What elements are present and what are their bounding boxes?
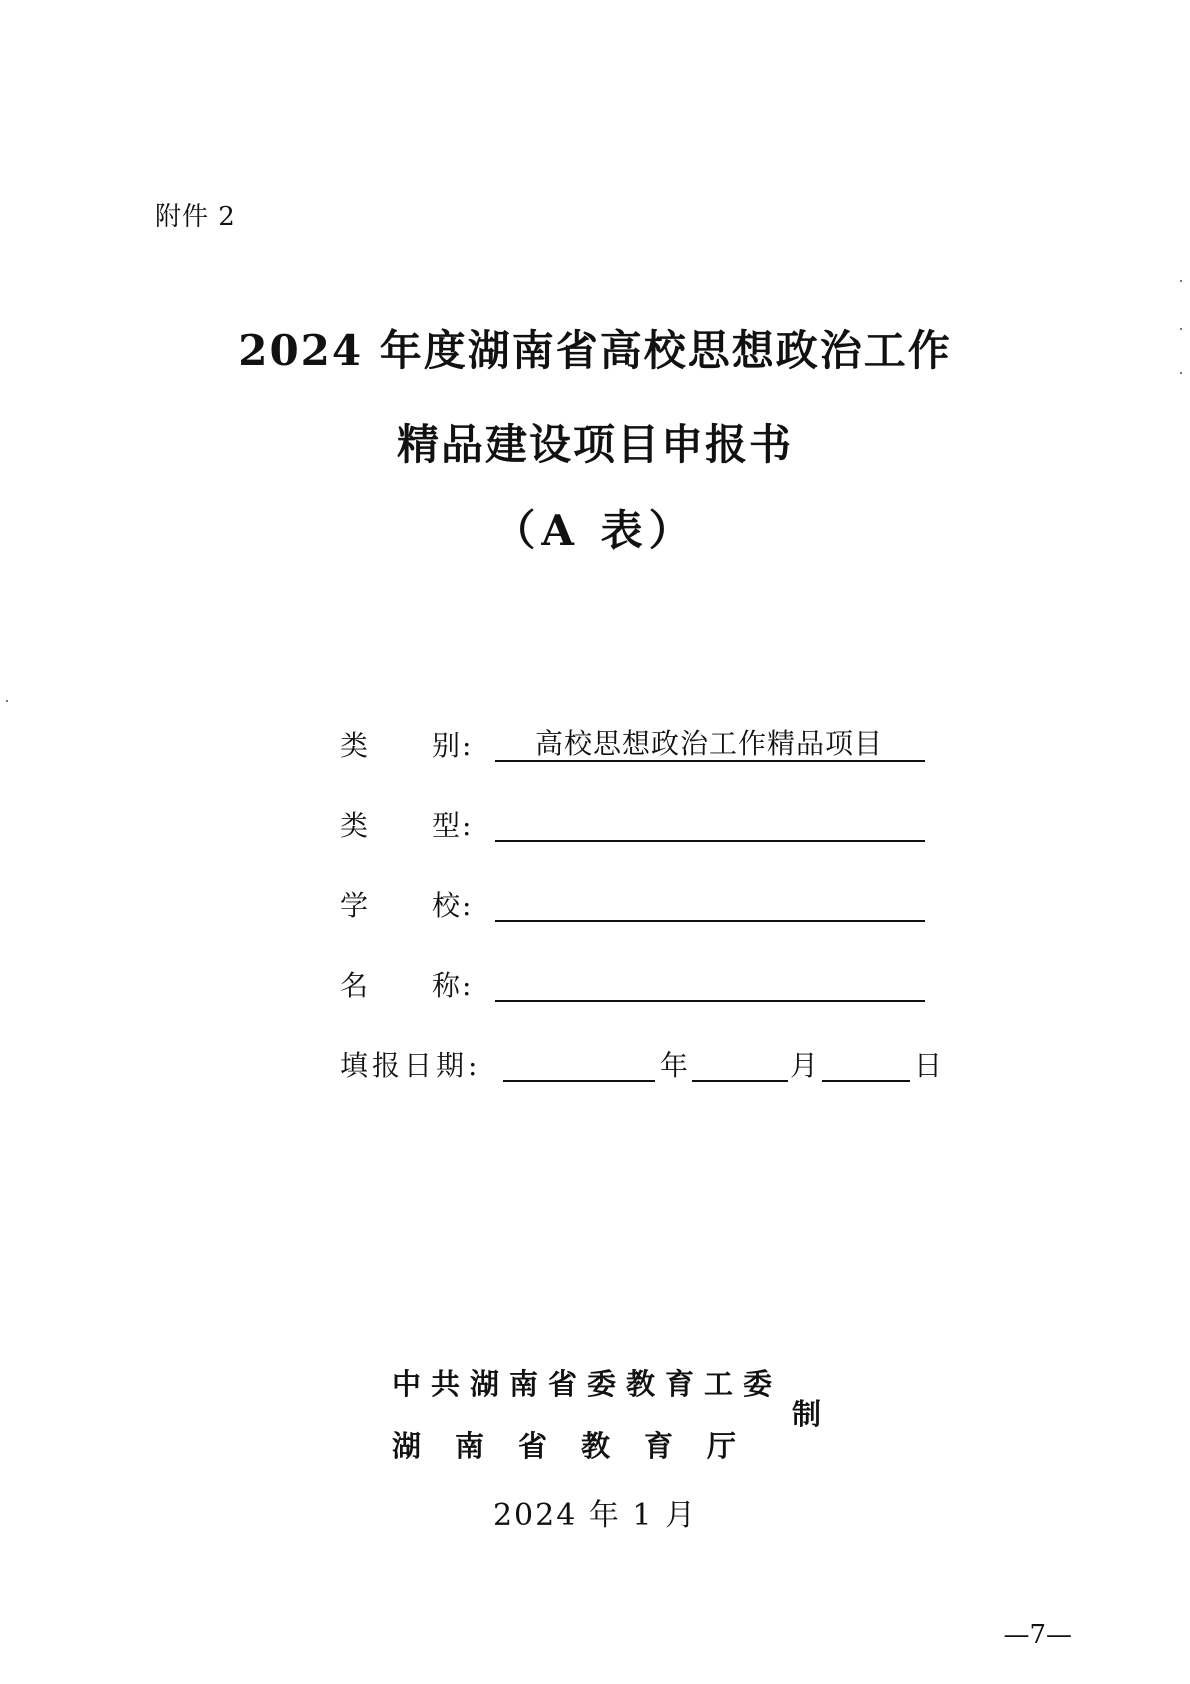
field-school-label-char1: 学 [340,889,369,922]
fill-date-day-line[interactable] [822,1080,910,1082]
scan-artifact-mark [1180,372,1182,374]
document-title-line1: 2024 年度湖南省高校思想政治工作 [238,326,952,375]
field-name-label-char1: 名 [340,969,369,1002]
scan-artifact-mark [6,700,8,702]
fill-date-year-line[interactable] [503,1080,655,1082]
fill-date-month-line[interactable] [692,1080,788,1082]
scan-artifact-mark [1180,280,1182,282]
document-title-line2: 精品建设项目申报书 [396,420,793,469]
field-name-colon: : [462,969,472,1002]
issuer-line1: 中共湖南省委教育工委 [392,1367,783,1401]
fill-date-year-unit: 年 [660,1049,689,1082]
field-school-label-char2: 校 [432,889,461,922]
field-name-line[interactable] [495,1000,925,1002]
field-category-value: 高校思想政治工作精品项目 [535,727,884,760]
scan-artifact-mark [1180,328,1182,330]
field-category-label-char2: 别 [432,729,461,762]
field-school-line[interactable] [495,920,925,922]
issuer-line2: 湖南省教育厅 [392,1429,771,1463]
publish-date: 2024 年 1 月 [492,1498,698,1533]
field-name-label-char2: 称 [432,969,461,1002]
fill-date-month-unit: 月 [790,1049,819,1082]
attachment-label: 附件 2 [155,202,236,232]
issuer-suffix: 制 [792,1397,822,1431]
page-number: —7— [1003,1620,1072,1650]
document-title-line3: （A 表） [493,506,697,555]
field-school-colon: : [462,889,472,922]
field-type-colon: : [462,809,472,842]
field-category-colon: : [462,729,472,762]
field-type-label-char2: 型 [432,809,461,842]
fill-date-day-unit: 日 [914,1049,943,1082]
field-fill-date-label: 填报日期: [340,1049,482,1082]
field-category-label-char1: 类 [340,729,369,762]
field-type-label-char1: 类 [340,809,369,842]
field-type-line[interactable] [495,840,925,842]
